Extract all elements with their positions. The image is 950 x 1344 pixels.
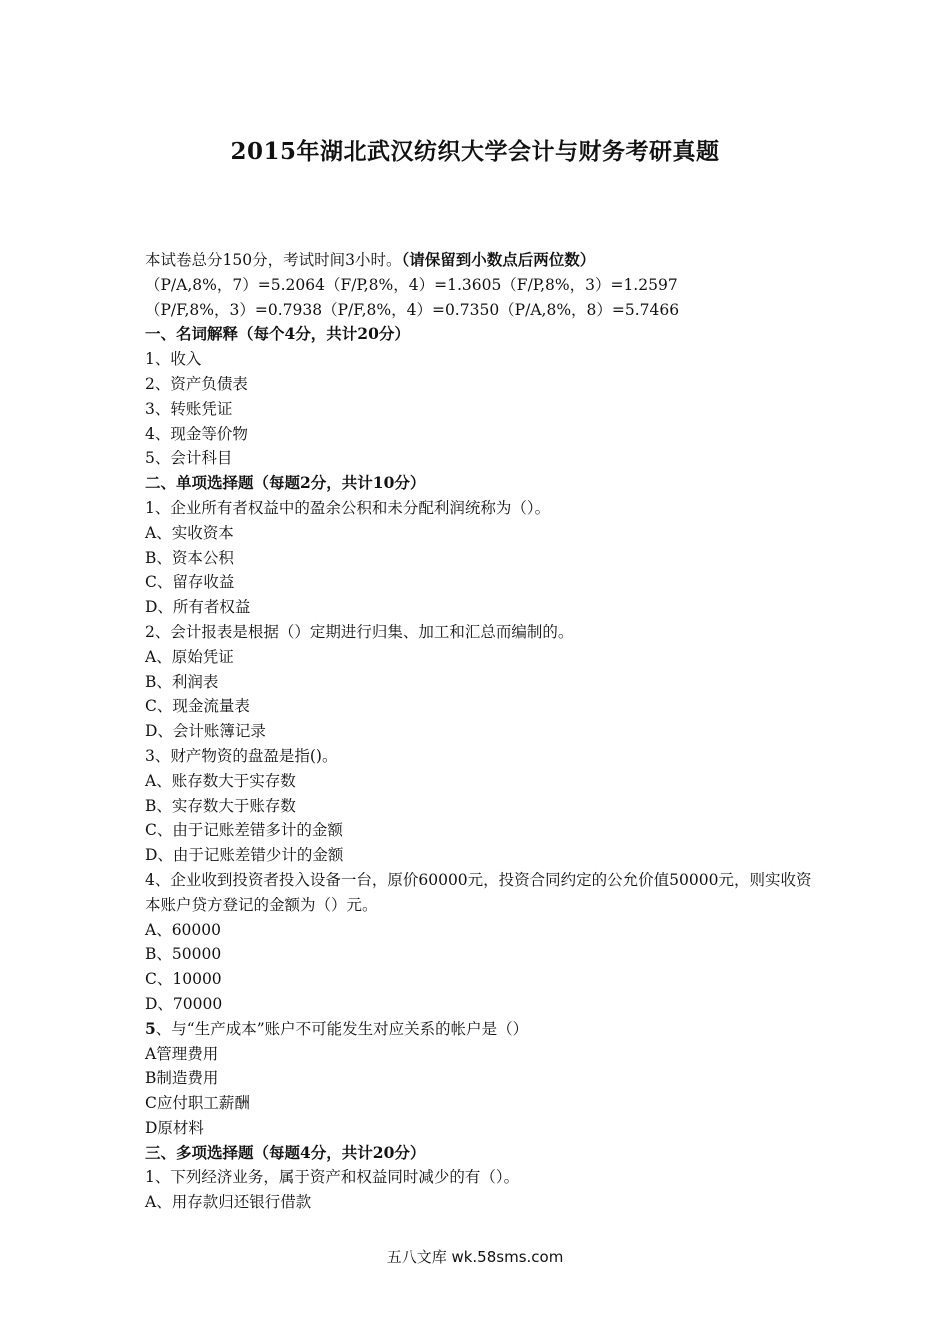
option: B、利润表 bbox=[145, 672, 219, 691]
option: C、现金流量表 bbox=[145, 697, 250, 716]
question-stem: 2、会计报表是根据（）定期进行归集、加工和汇总而编制的。 bbox=[145, 622, 574, 641]
option: C、留存收益 bbox=[145, 573, 235, 592]
option: C、由于记账差错多计的金额 bbox=[145, 821, 343, 840]
option: A、用存款归还银行借款 bbox=[145, 1193, 312, 1212]
question-stem: 1、企业所有者权益中的盈余公积和未分配利润统称为（）。 bbox=[145, 498, 551, 517]
option: A、账存数大于实存数 bbox=[145, 771, 296, 790]
question-text: 、与“生产成本”账户不可能发生对应关系的帐户是（） bbox=[155, 1019, 529, 1038]
page-title: 2015年湖北武汉纺织大学会计与财务考研真题 bbox=[230, 138, 720, 165]
question-stem: 1、下列经济业务，属于资产和权益同时减少的有（）。 bbox=[145, 1168, 520, 1187]
term-item: 1、收入 bbox=[145, 350, 202, 369]
section-heading: 三、多项选择题（每题4分，共计20分） bbox=[145, 1142, 426, 1162]
option: B、资本公积 bbox=[145, 548, 234, 567]
option: D、会计账簿记录 bbox=[145, 722, 266, 741]
option: D原材料 bbox=[145, 1118, 204, 1137]
question-number: 5 bbox=[145, 1018, 156, 1038]
term-item: 3、转账凭证 bbox=[145, 399, 233, 418]
option: A管理费用 bbox=[145, 1044, 219, 1063]
question-stem: 4、企业收到投资者投入设备一台，原价60000元，投资合同约定的公允价值50000元，则实收资本账户贷方登记的金额为（）元。 bbox=[145, 870, 812, 914]
intro-note: （请保留到小数点后两位数） bbox=[401, 250, 596, 269]
option: A、实收资本 bbox=[145, 523, 234, 542]
factor-line: （P/A,8%，7）=5.2064（F/P,8%，4）=1.3605（F/P,8%，3）=1.2597 bbox=[145, 275, 678, 294]
question-stem bbox=[145, 1017, 815, 1042]
intro-text: 本试卷总分150分，考试时间3小时。 bbox=[145, 251, 402, 269]
option: B制造费用 bbox=[145, 1069, 219, 1088]
exam-intro bbox=[145, 248, 815, 273]
option: D、70000 bbox=[145, 994, 223, 1013]
term-item: 4、现金等价物 bbox=[145, 424, 248, 443]
option: C、10000 bbox=[145, 970, 222, 989]
section-heading: 二、单项选择题（每题2分，共计10分） bbox=[145, 473, 426, 493]
section-heading: 一、名词解释（每个4分，共计20分） bbox=[145, 324, 410, 344]
factor-line: （P/F,8%，3）=0.7938（P/F,8%，4）=0.7350（P/A,8%，8）=5.7466 bbox=[145, 300, 680, 319]
option: D、由于记账差错少计的金额 bbox=[145, 846, 344, 865]
term-item: 2、资产负债表 bbox=[145, 374, 248, 393]
question-stem: 3、财产物资的盘盈是指()。 bbox=[145, 746, 338, 765]
option: B、50000 bbox=[145, 945, 222, 964]
term-item: 5、会计科目 bbox=[145, 449, 233, 468]
option: A、60000 bbox=[145, 920, 222, 939]
exam-content bbox=[145, 248, 815, 1215]
option: B、实存数大于账存数 bbox=[145, 796, 296, 815]
option: A、原始凭证 bbox=[145, 647, 234, 666]
option: C应付职工薪酬 bbox=[145, 1094, 250, 1113]
option: D、所有者权益 bbox=[145, 598, 251, 617]
footer-watermark: 五八文库 wk.58sms.com bbox=[386, 1248, 564, 1266]
